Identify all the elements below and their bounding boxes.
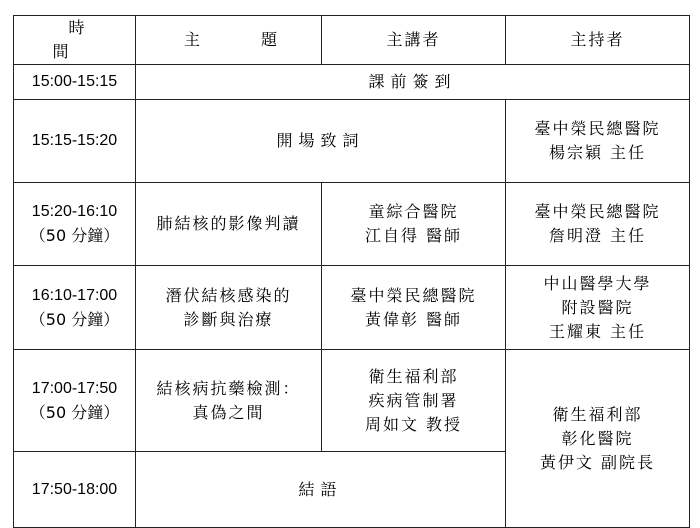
time-cell: 15:20-16:10 （50 分鐘） (14, 183, 136, 266)
header-time: 時 間 (14, 16, 136, 65)
host-cell: 衛生福利部 彰化醫院 黃伊文 副院長 (506, 350, 690, 528)
speaker-cell: 臺中榮民總醫院 黃偉彰 醫師 (322, 266, 506, 350)
time-cell: 15:00-15:15 (14, 65, 136, 100)
topic-cell: 結核病抗藥檢測： 真偽之間 (136, 350, 322, 452)
header-host: 主持者 (506, 16, 690, 65)
time-cell: 16:10-17:00 （50 分鐘） (14, 266, 136, 350)
host-cell: 臺中榮民總醫院 詹明澄 主任 (506, 183, 690, 266)
speaker-cell: 衛生福利部 疾病管制署 周如文 教授 (322, 350, 506, 452)
table-row (14, 350, 690, 452)
agenda-table (13, 15, 690, 528)
topic-cell: 潛伏結核感染的 診斷與治療 (136, 266, 322, 350)
table-row (14, 65, 690, 100)
table-row (14, 183, 690, 266)
table-row (14, 100, 690, 183)
speaker-cell: 童綜合醫院 江自得 醫師 (322, 183, 506, 266)
time-cell: 17:00-17:50 （50 分鐘） (14, 350, 136, 452)
topic-cell: 開場致詞 (136, 100, 506, 183)
host-cell: 中山醫學大學 附設醫院 王耀東 主任 (506, 266, 690, 350)
topic-cell: 課前簽到 (136, 65, 690, 100)
header-speaker: 主講者 (322, 16, 506, 65)
time-cell: 15:15-15:20 (14, 100, 136, 183)
table-row (14, 266, 690, 350)
header-row (14, 16, 690, 65)
time-cell: 17:50-18:00 (14, 452, 136, 528)
topic-cell: 肺結核的影像判讀 (136, 183, 322, 266)
host-cell: 臺中榮民總醫院 楊宗穎 主任 (506, 100, 690, 183)
header-topic: 主 題 (136, 16, 322, 65)
topic-cell: 結語 (136, 452, 506, 528)
